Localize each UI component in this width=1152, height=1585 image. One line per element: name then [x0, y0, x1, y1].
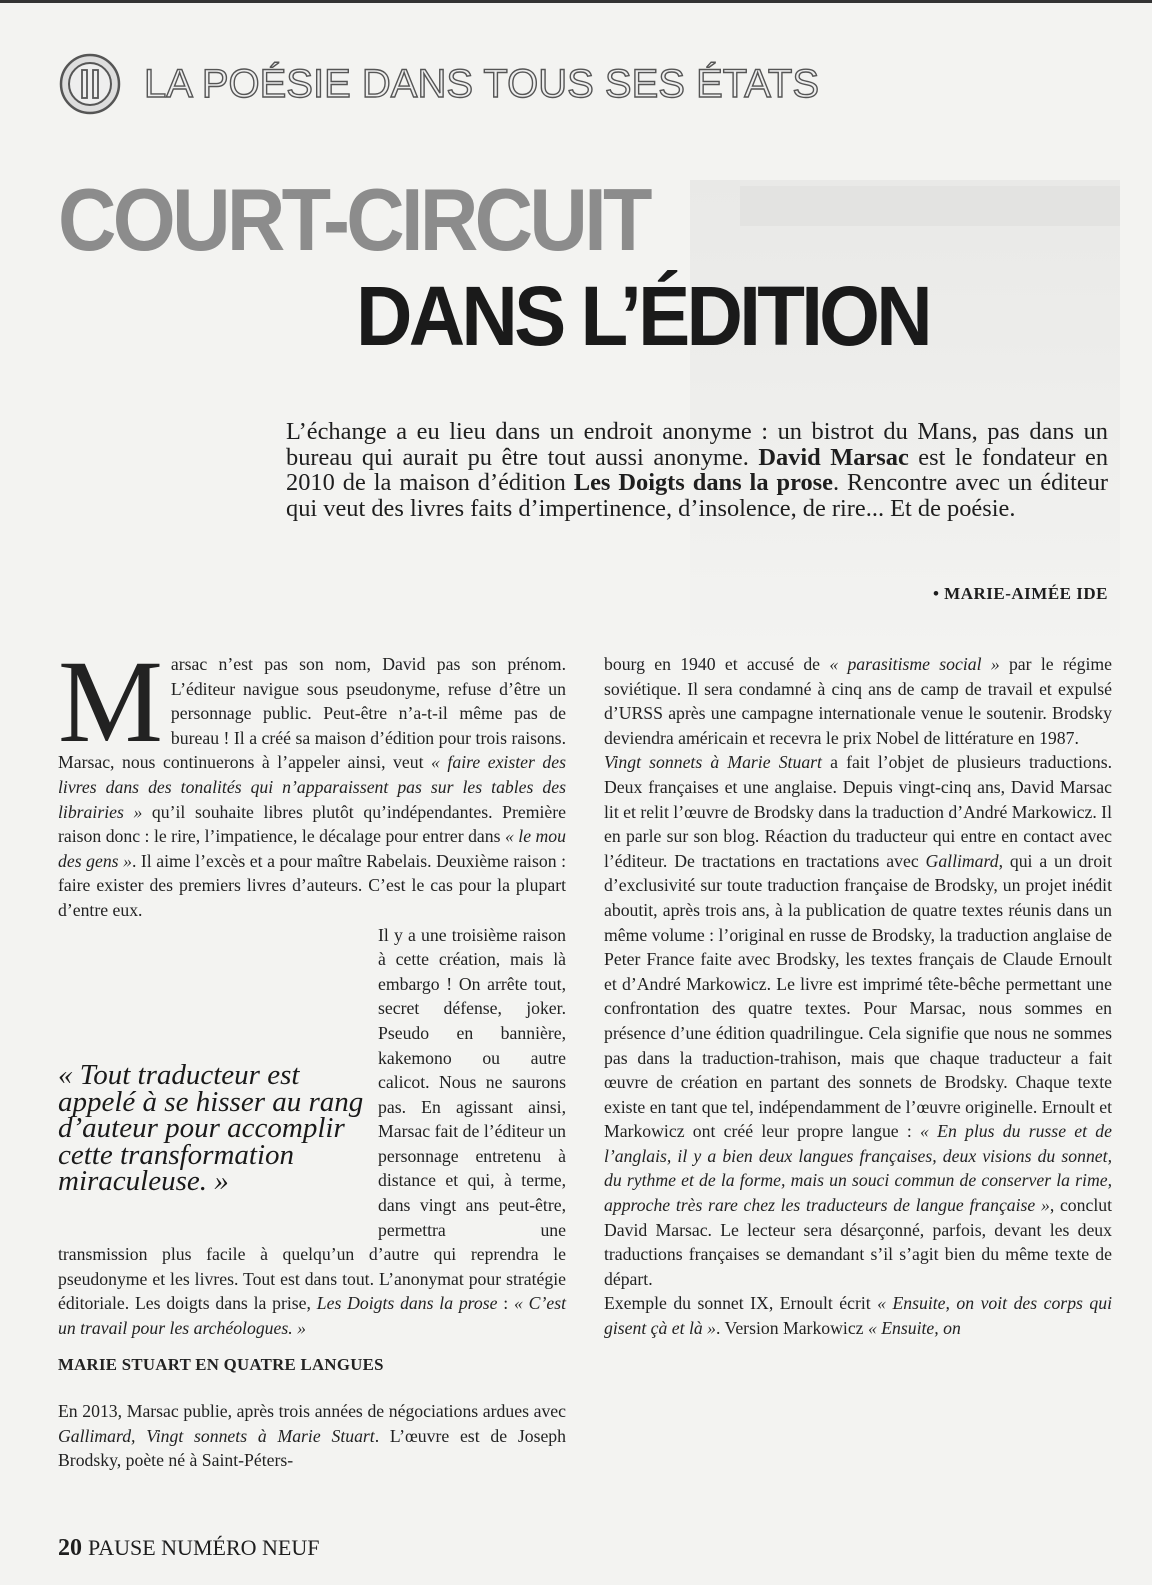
text: Il y a une troisième raison à cette création, mais là embargo ! On arrête tout, secret défense, joker. Pseudo en bannière, kakemono ou autre calicot. Nous ne saurons pas. En agissant ainsi, Marsac fait de l’éditeur un personnage entretenu à distance et qui, à terme, dans vingt ans peut-être, permettra une transmission plus facile à quelqu’un d’autre qui reprendra le pseudonyme et les livres. Tout est dans tout. L’anonymat pour stratégie éditoriale. Les doigts dans la prise, — [58, 924, 566, 1314]
intro-text: L’échange a eu lieu dans un endroit anonyme : un bistrot du Mans, pas dans un bureau qui aurait pu être tout aussi anonyme. — [286, 418, 1108, 471]
quote-text: « Ensuite, on — [867, 1318, 961, 1339]
quote-text: « parasitisme social » — [829, 654, 1000, 674]
rubric-logo-icon — [58, 52, 122, 116]
intro-bold: David Marsac — [758, 443, 909, 471]
text: arsac n’est pas son nom, David pas son prénom. L’éditeur navigue sous pseudonyme, refuse d’être un personnage public. Peut-être n’a-t-il même pas de bureau ! Il a créé sa maison d’édition pour trois raisons. Marsac, nous continuerons à l’appeler ainsi, veut — [58, 654, 566, 773]
top-rule — [0, 0, 1152, 3]
magazine-name: PAUSE NUMÉRO NEUF — [88, 1535, 320, 1560]
text: . Version Markowicz — [716, 1318, 868, 1339]
text: a fait l’objet de plusieurs traductions. Deux françaises et une anglaise. Depuis vingt-cinq ans, David Marsac lit et relit l’œuvre de Brodsky dans la traduction d’André Markowicz. Il en parle sur son blog. Réaction du traducteur qui entre en contact avec l’éditeur. De tractations en tractations avec — [604, 752, 1112, 871]
text: . L’œuvre est de Joseph Brodsky, poète né à Saint-Péters- — [58, 1425, 566, 1471]
quote-text: « faire exister des livres dans des tonalités qui n’apparaissent pas sur les tables des librairies » — [58, 752, 566, 822]
background-photo-band — [740, 186, 1120, 226]
intro-text: . Rencontre avec un éditeur qui veut des livres faits d’impertinence, d’insolence, de rire... Et de poésie. — [286, 469, 1109, 522]
drop-cap: M — [58, 636, 163, 767]
article-intro — [286, 419, 1108, 521]
paragraph — [604, 1291, 1112, 1340]
paragraph — [58, 1399, 566, 1473]
text: Exemple du sonnet IX, Ernoult écrit — [604, 1293, 878, 1314]
quote-text: « Ensuite, on voit des corps qui gisent çà et là » — [604, 1293, 1112, 1339]
text: qu’il souhaite libres plutôt qu’indépendantes. Première raison donc : le rire, l’impatience, le décalage pour entrer dans — [58, 801, 566, 847]
section-rubric: LA POÉSIE DANS TOUS SES ÉTATS — [144, 62, 820, 106]
article-title-line1: COURT-CIRCUIT — [58, 170, 649, 269]
italic-title: Les Doigts dans la prose — [316, 1293, 498, 1314]
pull-quote: « Tout traducteur est appelé à se hisser au rang d’auteur pour accomplir cette transformation miraculeuse. » — [58, 1059, 364, 1197]
italic-title: Vingt sonnets à Marie Stuart — [604, 752, 822, 773]
text: bourg en 1940 et accusé de — [604, 654, 830, 674]
intro-bold: Les Doigts dans la prose — [573, 469, 833, 497]
paragraph — [604, 750, 1112, 1291]
article-title-line2: DANS L’ÉDITION — [356, 269, 929, 363]
text: , conclut David Marsac. Le lecteur sera désarçonné, parfois, devant les deux traductions françaises se demandant s’il s’agit bien du même texte de départ. — [604, 1195, 1112, 1289]
italic-title: Gallimard, Vingt sonnets à Marie Stuart — [58, 1425, 375, 1446]
paragraph — [604, 652, 1112, 750]
text: par le régime soviétique. Il sera condamné à cinq ans de camp de travail et expulsé d’URSS après une campagne internationale venue le soutenir. Brodsky deviendra américain et recevra le prix Nobel de littérature en 1987. — [604, 654, 1112, 748]
quote-text: « En plus du russe et de l’anglais, il y a bien deux langues françaises, deux visions du sonnet, du rythme et de la forme, mais un souci commun de conserver la rime, approche très rare chez les traducteurs de langue française » — [604, 1121, 1112, 1216]
italic-title: Gallimard — [925, 850, 999, 871]
quote-text: « C’est un travail pour les archéologues. » — [58, 1293, 566, 1339]
text: En 2013, Marsac publie, après trois années de négociations ardues avec — [58, 1401, 566, 1422]
page-footer — [58, 1535, 319, 1562]
paragraph — [58, 636, 566, 923]
quote-text: « le mou des gens » — [58, 826, 566, 871]
background-photo — [690, 180, 1120, 650]
text: , qui a un droit d’exclusivité sur toute traduction française de Brodsky, un projet inédit aboutit, après trois ans, à la publication de quatre textes réunis dans un même volume : l’original en russe de Brodsky, la traduction anglaise de Peter France faite avec Brodsky, les textes français de Claude Ernoult et d’André Markowicz. Le livre est imprimé tête-bêche permettant une confrontation des quatre textes. Pour Marsac, nous sommes en présence d’une édition quadrilingue. Cela signifie que nous ne sommes pas dans la traduction-trahison, mais que chaque traducteur a fait œuvre de création en partant des sonnets de Brodsky. Chaque texte existe en tant que tel, indépendamment de l’œuvre originelle. Ernoult et Markowicz ont créé leur propre langue : — [604, 850, 1112, 1142]
author-byline: • MARIE-AIMÉE IDE — [932, 584, 1108, 603]
intro-text: est le fondateur en 2010 de la maison d’édition — [286, 443, 1109, 497]
text: : — [497, 1293, 515, 1314]
body-column-right — [604, 652, 1112, 1341]
text: . Il aime l’excès et a pour maître Rabelais. Deuxième raison : faire exister des premiers livres d’auteurs. C’est le cas pour la plupart d’entre eux. — [58, 850, 566, 920]
page-number: 20 — [58, 1535, 82, 1561]
section-subheading: MARIE STUART EN QUATRE LANGUES — [58, 1354, 384, 1374]
